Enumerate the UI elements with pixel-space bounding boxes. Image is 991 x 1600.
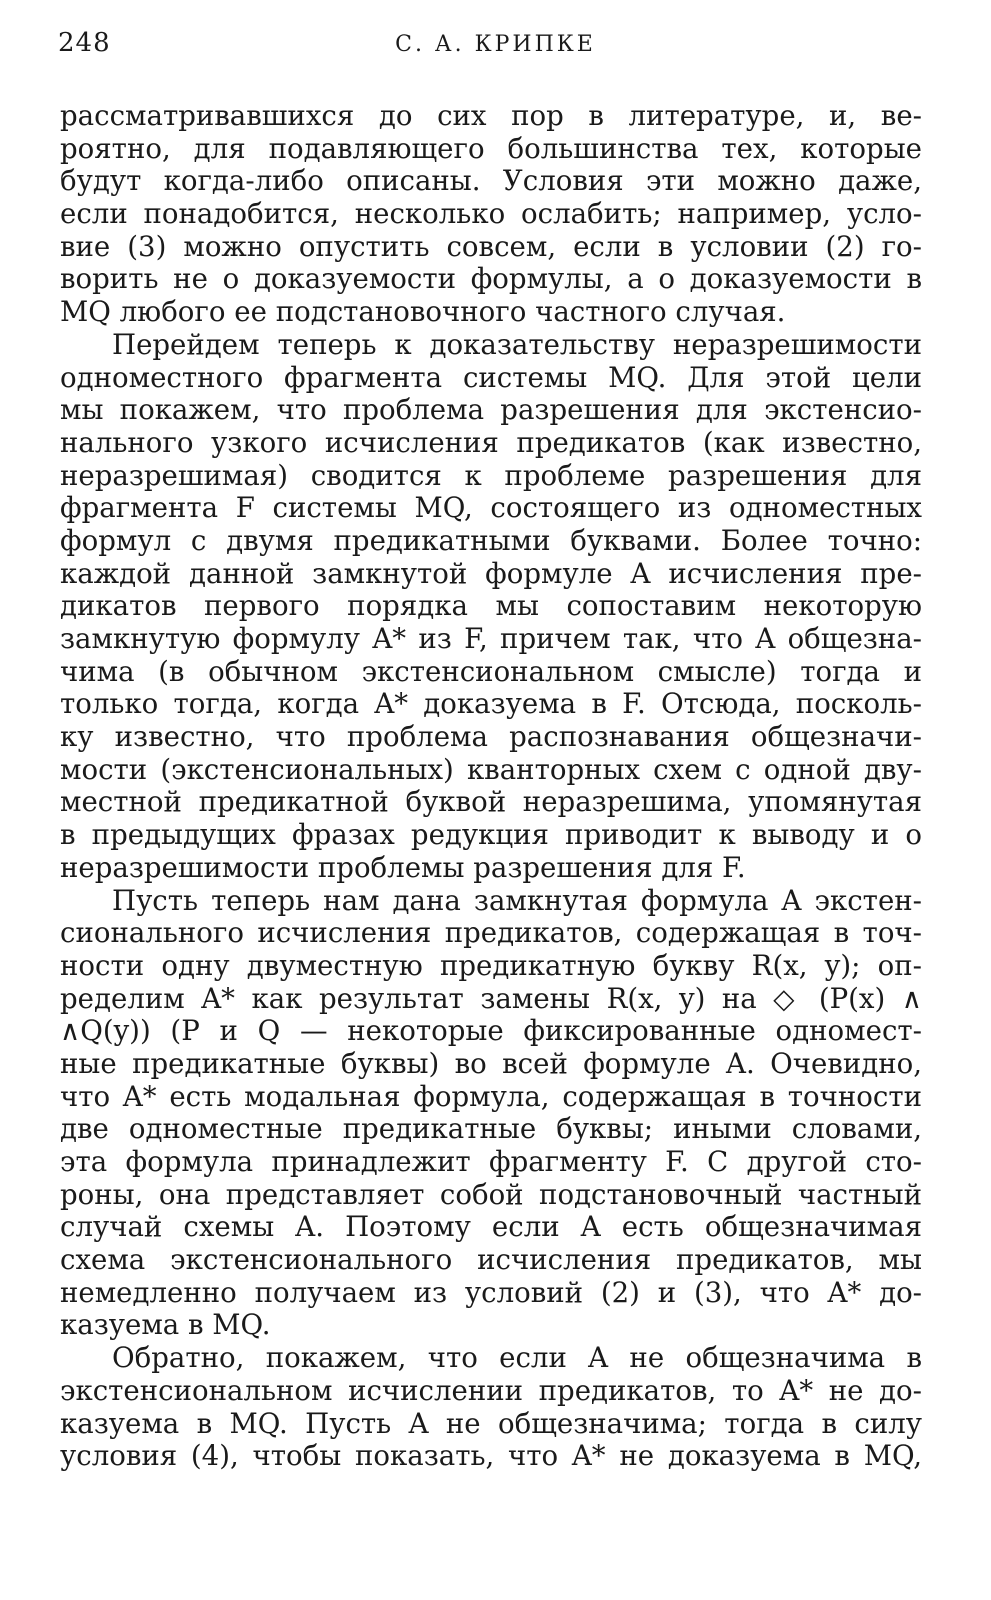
text-line: в предыдущих фразах редукция приводит к выводу и о (60, 819, 922, 852)
paragraph (60, 1342, 922, 1473)
text-line: неразрешимости проблемы разрешения для F. (60, 851, 746, 884)
text-line: ределим A* как результат замены R(x, y) на ◇ (P(x) ∧ (60, 982, 922, 1015)
paragraph (60, 885, 922, 1343)
text-line: вие (3) можно опустить совсем, если в условии (2) го- (60, 230, 922, 263)
text-line: замкнутую формулу A* из F, причем так, что A общезна- (60, 623, 922, 655)
page-number: 248 (58, 28, 111, 58)
text-line: ку известно, что проблема распознавания общезначи- (60, 721, 922, 754)
text-line: местной предикатной буквой неразрешима, упомянутая (60, 786, 922, 819)
text-line: если понадобится, несколько ослабить; например, усло- (60, 198, 922, 231)
text-line: эта формула принадлежит фрагменту F. С другой сто- (60, 1146, 922, 1178)
text-line: неразрешимая) сводится к проблеме разрешения для (60, 459, 922, 492)
text-line: Перейдем теперь к доказательству неразрешимости (112, 328, 922, 361)
page-header (58, 24, 933, 64)
text-line: нального узкого исчисления предикатов (как известно, (60, 426, 922, 459)
text-line: каждой данной замкнутой формуле A исчисления пре- (60, 557, 922, 590)
text-line: дикатов первого порядка мы сопоставим некоторую (60, 590, 922, 623)
text-line: случай схемы A. Поэтому если A есть общезначимая (60, 1211, 922, 1244)
text-line: мы покажем, что проблема разрешения для экстенсио- (60, 394, 922, 427)
text-line: экстенсиональном исчислении предикатов, то A* не до- (60, 1374, 922, 1407)
text-line: Пусть теперь нам дана замкнутая формула A экстен- (112, 884, 922, 917)
text-line: условия (4), чтобы показать, что A* не доказуема в MQ, (60, 1440, 922, 1473)
text-line: фрагмента F системы MQ, состоящего из одноместных (60, 492, 922, 525)
text-line: ворить не о доказуемости формулы, а о доказуемости в (60, 263, 922, 296)
text-line: одноместного фрагмента системы MQ. Для этой цели (60, 361, 922, 394)
text-line: немедленно получаем из условий (2) и (3), что A* до- (60, 1276, 922, 1309)
text-line: рассматривавшихся до сих пор в литературе, и, ве- (60, 100, 922, 132)
paragraph (60, 329, 922, 885)
text-line: ∧Q(y)) (P и Q — некоторые фиксированные одномест- (60, 1015, 922, 1048)
text-line: формул с двумя предикатными буквами. Более точно: (60, 524, 922, 557)
text-line: две одноместные предикатные буквы; иными словами, (60, 1113, 922, 1146)
body-text (60, 100, 922, 1473)
text-line: что A* есть модальная формула, содержащая в точности (60, 1080, 922, 1113)
text-line: ности одну двуместную предикатную букву R(x, y); оп- (60, 949, 922, 982)
text-line: казуема в MQ. (60, 1309, 271, 1342)
paragraph (60, 100, 922, 329)
text-line: Обратно, покажем, что если A не общезначима в (112, 1342, 922, 1375)
text-line: только тогда, когда A* доказуема в F. Отсюда, посколь- (60, 688, 922, 721)
text-line: сионального исчисления предикатов, содержащая в точ- (60, 917, 922, 950)
text-line: казуема в MQ. Пусть A не общезначима; тогда в силу (60, 1407, 922, 1440)
text-line: ные предикатные буквы) во всей формуле A. Очевидно, (60, 1047, 922, 1080)
text-line: будут когда-либо описаны. Условия эти можно даже, (60, 165, 922, 198)
text-line: чима (в обычном экстенсиональном смысле) тогда и (60, 655, 922, 688)
running-head: С. А. КРИПКЕ (395, 32, 596, 57)
text-line: роятно, для подавляющего большинства тех, которые (60, 132, 922, 165)
text-line: схема экстенсионального исчисления предикатов, мы (60, 1244, 922, 1277)
text-line: MQ любого ее подстановочного частного случая. (60, 296, 786, 329)
text-line: мости (экстенсиональных) кванторных схем с одной дву- (60, 753, 922, 786)
text-line: роны, она представляет собой подстановочный частный (60, 1178, 922, 1211)
